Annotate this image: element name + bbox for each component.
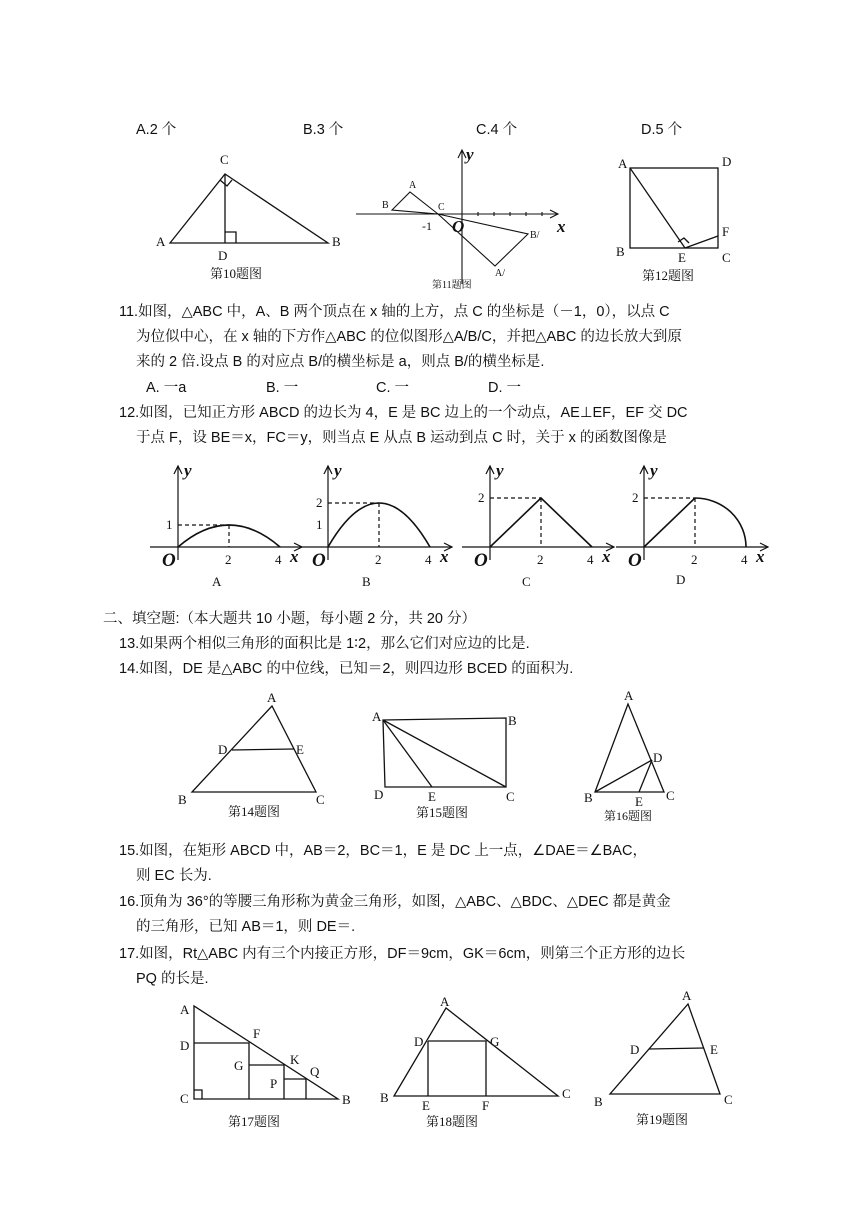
svg-text:E: E bbox=[296, 742, 304, 757]
svg-text:A: A bbox=[409, 180, 417, 191]
svg-text:A/: A/ bbox=[495, 268, 505, 279]
figure-10 bbox=[150, 148, 340, 288]
figure-15 bbox=[368, 705, 528, 827]
q16-line2: 的三角形，已知 AB＝1，则 DE＝. bbox=[136, 919, 356, 935]
svg-text:-1: -1 bbox=[422, 219, 432, 233]
svg-text:D: D bbox=[630, 1042, 640, 1057]
fig17-caption: 第17题图 bbox=[228, 1114, 281, 1129]
svg-text:E: E bbox=[678, 250, 686, 265]
svg-text:P: P bbox=[270, 1076, 278, 1091]
q11-line2: 为位似中心，在 x 轴的下方作△ABC 的位似图形△A/B/C，并把△ABC 的边长放大到原 bbox=[136, 329, 682, 345]
svg-text:F: F bbox=[722, 224, 730, 239]
svg-text:2: 2 bbox=[375, 552, 382, 567]
graph-d-label: D bbox=[676, 572, 686, 587]
svg-text:C: C bbox=[722, 250, 731, 265]
svg-text:D: D bbox=[414, 1034, 424, 1049]
q10-option-d: D.5 个 bbox=[641, 122, 683, 138]
svg-text:A: A bbox=[267, 690, 277, 705]
fig10-label-a: A bbox=[156, 234, 166, 249]
svg-text:F: F bbox=[482, 1098, 490, 1113]
svg-text:O: O bbox=[474, 550, 488, 571]
fig10-label-d: D bbox=[218, 248, 228, 263]
svg-text:4: 4 bbox=[425, 552, 432, 567]
section-2-heading: 二、填空题:（本大题共 10 小题，每小题 2 分，共 20 分） bbox=[103, 611, 477, 627]
svg-text:x: x bbox=[557, 217, 566, 236]
svg-text:2: 2 bbox=[316, 495, 323, 510]
figure-12 bbox=[612, 150, 747, 290]
q15-line1: 15.如图，在矩形 ABCD 中，AB＝2，BC＝1，E 是 DC 上一点，∠DAE＝∠BAC， bbox=[119, 843, 647, 859]
svg-text:D: D bbox=[218, 742, 228, 757]
q11-option-d: D. 一 bbox=[488, 380, 522, 396]
figure-19 bbox=[590, 986, 750, 1132]
svg-text:C: C bbox=[316, 792, 325, 807]
svg-text:O: O bbox=[452, 217, 465, 236]
figure-17 bbox=[170, 992, 365, 1132]
q15-line2: 则 EC 长为. bbox=[136, 868, 212, 884]
graph-d bbox=[616, 460, 776, 590]
svg-text:C: C bbox=[562, 1086, 571, 1101]
svg-text:A: A bbox=[180, 1002, 190, 1017]
svg-text:1: 1 bbox=[316, 517, 323, 532]
svg-text:2: 2 bbox=[691, 552, 698, 567]
svg-text:G: G bbox=[490, 1034, 500, 1049]
fig14-caption: 第14题图 bbox=[228, 804, 281, 819]
svg-text:B: B bbox=[584, 790, 593, 805]
q11-line3: 来的 2 倍.设点 B 的对应点 B/的横坐标是 a，则点 B/的横坐标是. bbox=[136, 354, 545, 370]
figure-18 bbox=[374, 996, 574, 1134]
svg-text:F: F bbox=[253, 1026, 261, 1041]
svg-text:C: C bbox=[180, 1091, 189, 1106]
figure-11 bbox=[352, 146, 572, 291]
svg-text:4: 4 bbox=[587, 552, 594, 567]
svg-text:B: B bbox=[508, 713, 517, 728]
svg-text:O: O bbox=[312, 550, 326, 571]
svg-text:2: 2 bbox=[632, 490, 639, 505]
q11-option-a: A. 一a bbox=[146, 380, 187, 396]
svg-text:x: x bbox=[756, 547, 765, 566]
q11-option-b: B. 一 bbox=[266, 380, 299, 396]
svg-text:C: C bbox=[506, 789, 515, 804]
svg-text:Q: Q bbox=[310, 1064, 320, 1079]
fig12-caption: 第12题图 bbox=[642, 268, 695, 283]
svg-text:A: A bbox=[618, 156, 628, 171]
svg-text:A: A bbox=[372, 709, 382, 724]
svg-text:D: D bbox=[180, 1038, 190, 1053]
svg-text:D: D bbox=[653, 750, 663, 765]
svg-text:O: O bbox=[162, 550, 176, 571]
q11-option-c: C. 一 bbox=[376, 380, 410, 396]
svg-text:B: B bbox=[594, 1094, 603, 1109]
svg-text:O: O bbox=[628, 550, 642, 571]
fig16-caption: 第16题图 bbox=[604, 809, 653, 823]
q12-line1: 12.如图，已知正方形 ABCD 的边长为 4，E 是 BC 边上的一个动点，AE⊥EF，EF 交 DC bbox=[119, 405, 688, 421]
svg-text:B: B bbox=[382, 200, 389, 211]
q14: 14.如图，DE 是△ABC 的中位线，已知＝2，则四边形 BCED 的面积为. bbox=[119, 661, 574, 677]
svg-text:y: y bbox=[334, 461, 342, 480]
q10-option-b: B.3 个 bbox=[303, 122, 344, 138]
q17-line1: 17.如图，Rt△ABC 内有三个内接正方形，DF＝9cm，GK＝6cm，则第三个正方形的边长 bbox=[119, 946, 686, 962]
svg-text:x: x bbox=[290, 547, 299, 566]
q10-option-c: C.4 个 bbox=[476, 122, 518, 138]
graph-b-label: B bbox=[362, 574, 371, 589]
fig11-caption: 第11题图 bbox=[432, 280, 472, 291]
svg-text:A: A bbox=[624, 688, 634, 703]
graph-c-label: C bbox=[522, 574, 531, 589]
svg-text:4: 4 bbox=[741, 552, 748, 567]
fig10-label-c: C bbox=[220, 152, 229, 167]
svg-text:B: B bbox=[342, 1092, 351, 1107]
svg-text:y: y bbox=[496, 461, 504, 480]
svg-text:D: D bbox=[722, 154, 732, 169]
svg-text:C: C bbox=[438, 202, 445, 213]
svg-text:D: D bbox=[374, 787, 384, 802]
svg-text:2: 2 bbox=[478, 490, 485, 505]
graph-b bbox=[300, 460, 460, 590]
svg-text:B: B bbox=[178, 792, 187, 807]
svg-text:B: B bbox=[380, 1090, 389, 1105]
svg-text:x: x bbox=[602, 547, 611, 566]
svg-text:1: 1 bbox=[166, 517, 173, 532]
fig18-caption: 第18题图 bbox=[426, 1114, 479, 1129]
svg-text:E: E bbox=[635, 794, 643, 809]
q13: 13.如果两个相似三角形的面积比是 1∶2，那么它们对应边的比是. bbox=[119, 636, 530, 652]
q17-line2: PQ 的长是. bbox=[136, 971, 209, 987]
svg-text:y: y bbox=[466, 145, 474, 164]
graph-a-label: A bbox=[212, 574, 222, 589]
q12-line2: 于点 F，设 BE＝x，FC＝y，则当点 E 从点 B 运动到点 C 时，关于 x 的函数图像是 bbox=[136, 430, 667, 446]
svg-text:x: x bbox=[440, 547, 449, 566]
svg-text:A: A bbox=[682, 988, 692, 1003]
svg-text:K: K bbox=[290, 1052, 300, 1067]
q10-option-a: A.2 个 bbox=[136, 122, 177, 138]
svg-text:E: E bbox=[428, 789, 436, 804]
svg-text:E: E bbox=[710, 1042, 718, 1057]
svg-text:B: B bbox=[616, 244, 625, 259]
q16-line1: 16.顶角为 36°的等腰三角形称为黄金三角形，如图，△ABC、△BDC、△DEC 都是黄金 bbox=[119, 894, 671, 910]
svg-text:C: C bbox=[724, 1092, 733, 1107]
svg-text:y: y bbox=[184, 461, 192, 480]
svg-text:4: 4 bbox=[275, 552, 282, 567]
svg-text:y: y bbox=[650, 461, 658, 480]
svg-text:G: G bbox=[234, 1058, 244, 1073]
fig10-label-b: B bbox=[332, 234, 341, 249]
svg-text:E: E bbox=[422, 1098, 430, 1113]
graph-c bbox=[462, 460, 622, 590]
q11-line1: 11.如图，△ABC 中，A、B 两个顶点在 x 轴的上方，点 C 的坐标是（－1，0），以点 C bbox=[119, 304, 670, 320]
svg-text:2: 2 bbox=[225, 552, 232, 567]
figure-14 bbox=[172, 688, 342, 823]
svg-text:2: 2 bbox=[537, 552, 544, 567]
svg-text:C: C bbox=[666, 788, 675, 803]
fig15-caption: 第15题图 bbox=[416, 805, 469, 820]
fig19-caption: 第19题图 bbox=[636, 1112, 689, 1127]
figure-16 bbox=[580, 686, 690, 826]
svg-text:B/: B/ bbox=[530, 230, 540, 241]
graph-a bbox=[150, 460, 310, 590]
fig10-caption: 第10题图 bbox=[210, 266, 263, 281]
svg-text:A: A bbox=[440, 994, 450, 1009]
